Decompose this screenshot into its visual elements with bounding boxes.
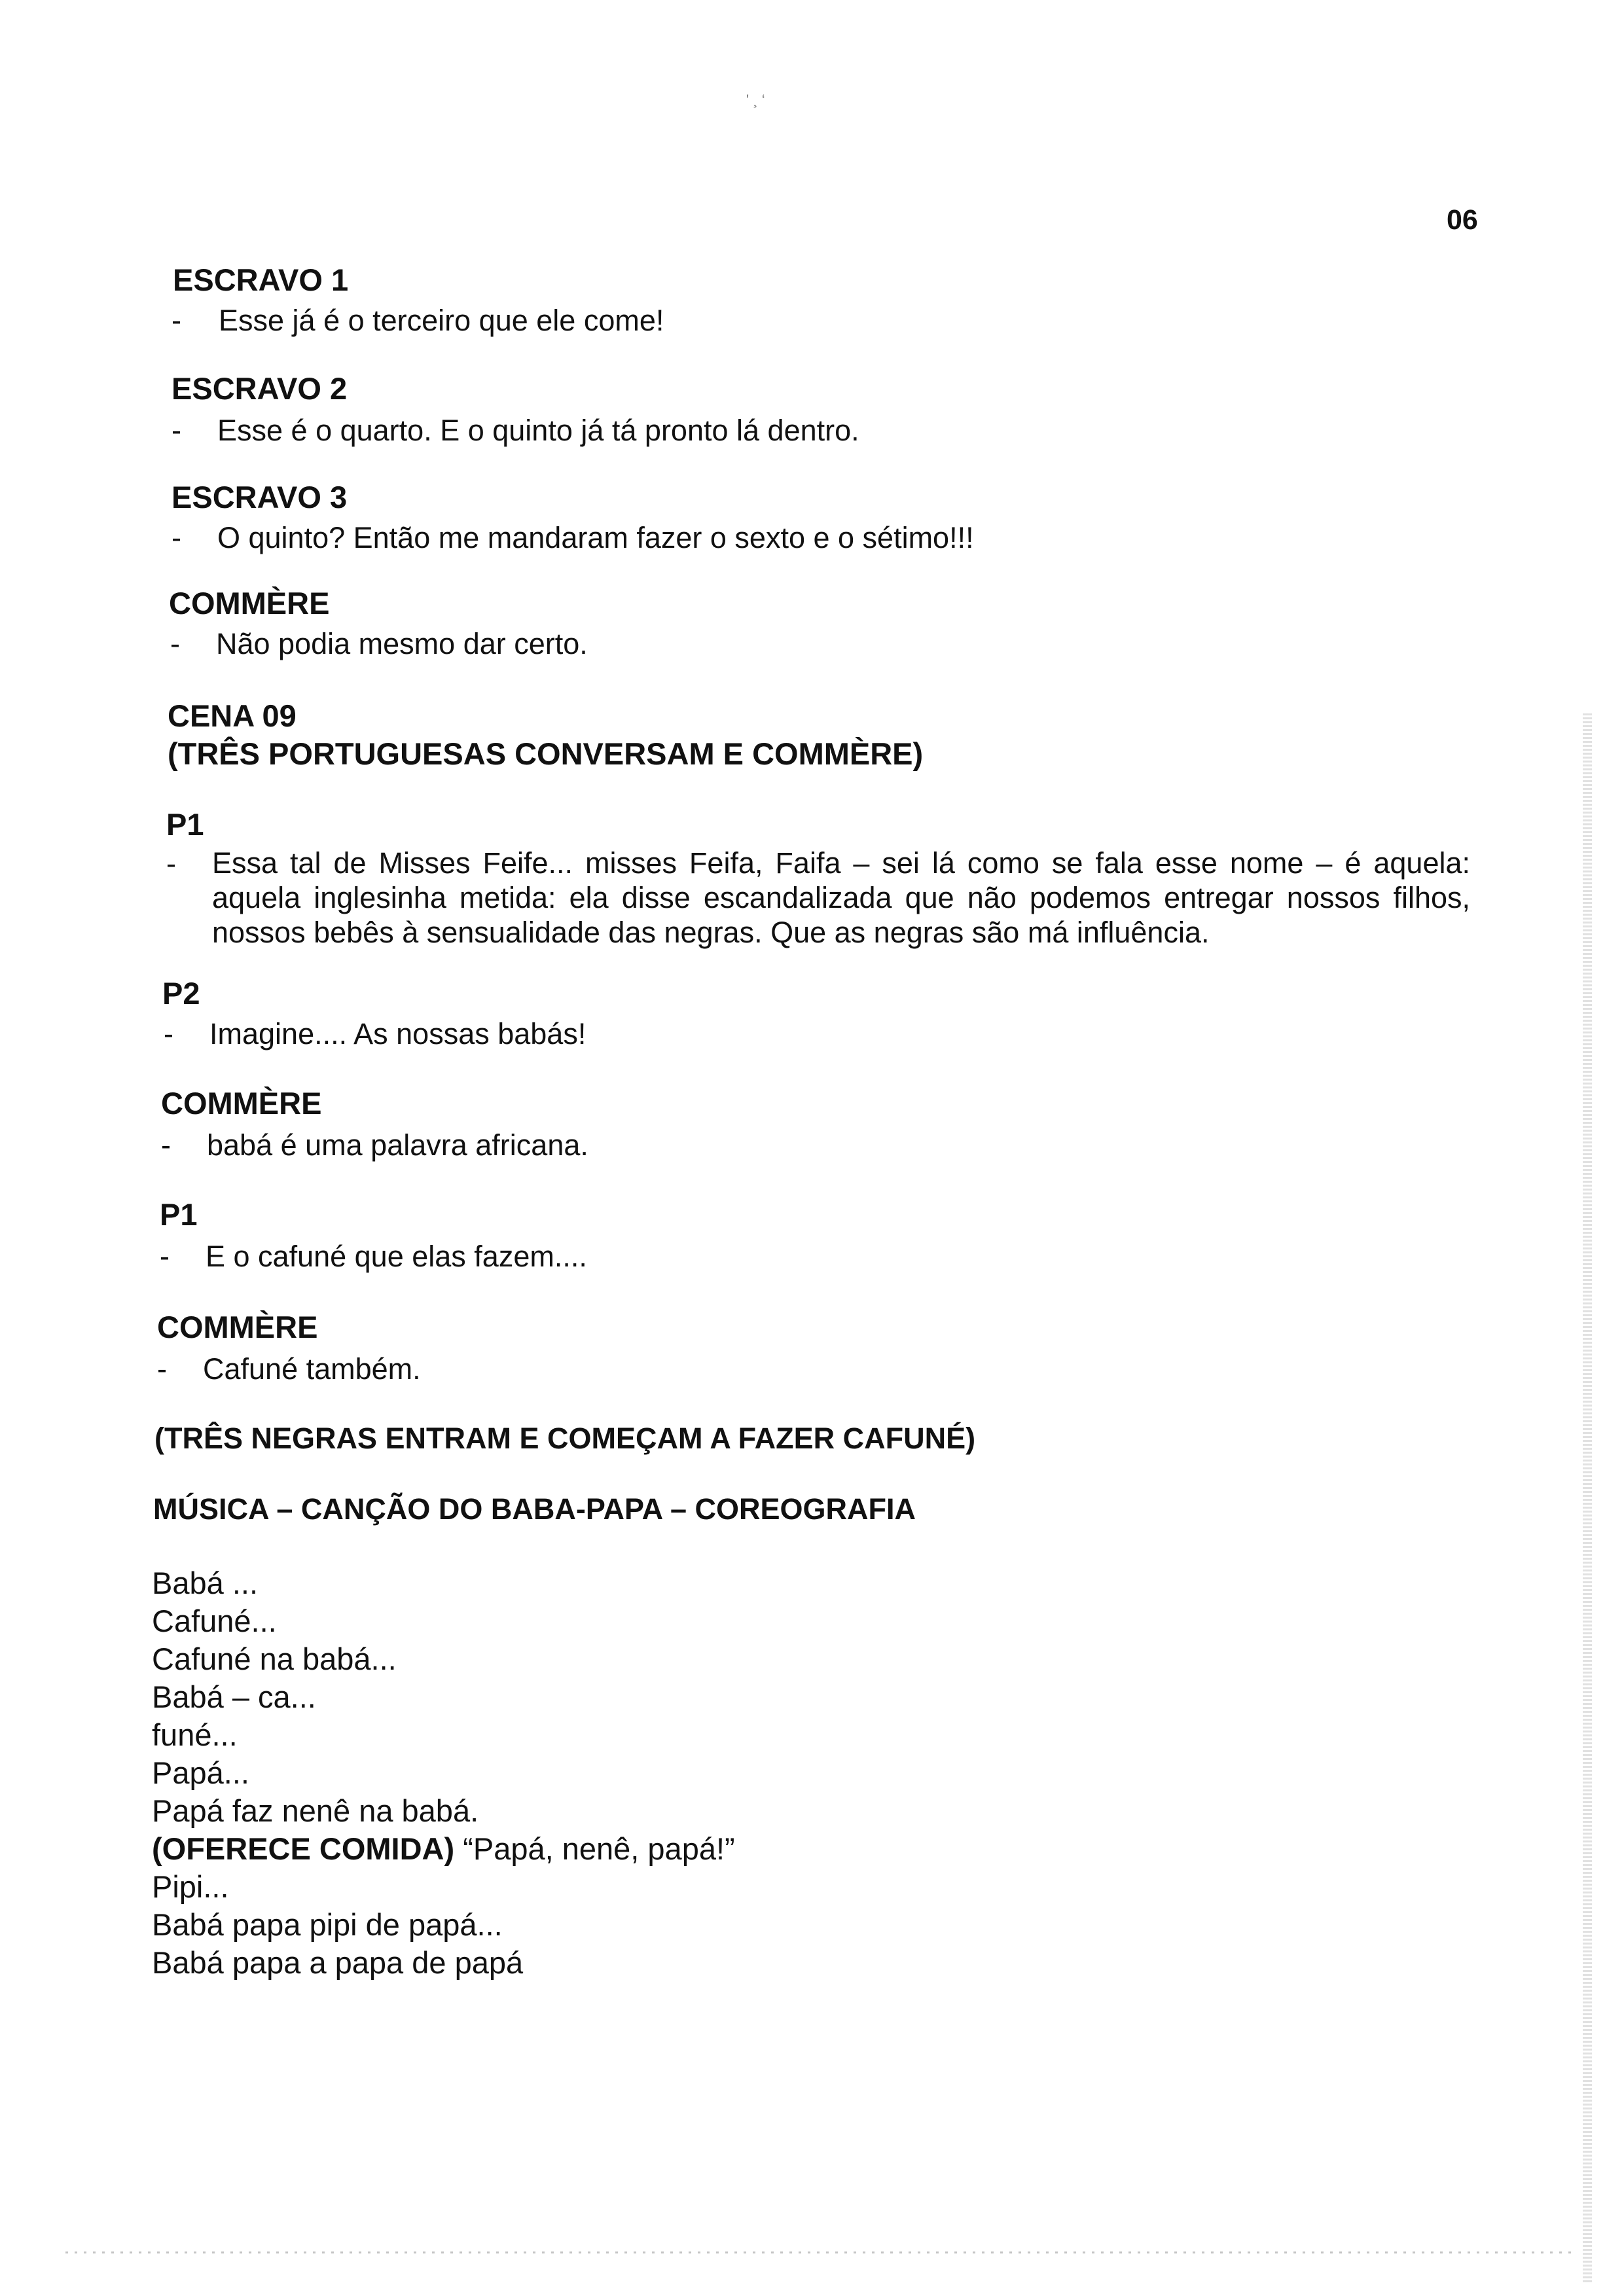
speaker-escravo-1: ESCRAVO 1 bbox=[173, 262, 349, 297]
lyric-line: Cafuné na babá... bbox=[152, 1641, 397, 1676]
speaker-p1: P1 bbox=[166, 807, 204, 842]
scene-subtitle: (TRÊS PORTUGUESAS CONVERSAM E COMMÈRE) bbox=[168, 736, 924, 771]
scan-dotted-line bbox=[65, 2251, 1571, 2253]
song-lyrics bbox=[152, 1564, 735, 1982]
dialogue-dash: - bbox=[171, 521, 181, 554]
lyric-action-text: “Papá, nenê, papá!” bbox=[454, 1831, 735, 1866]
speaker-commere: COMMÈRE bbox=[157, 1310, 318, 1344]
dialogue-line-commere: babá é uma palavra africana. bbox=[207, 1128, 588, 1162]
lyric-line: Pipi... bbox=[152, 1869, 229, 1904]
page-number: 06 bbox=[1447, 204, 1478, 236]
lyric-line: Babá ... bbox=[152, 1566, 258, 1600]
dialogue-line-p1: E o cafuné que elas fazem.... bbox=[206, 1240, 587, 1273]
dialogue-dash: - bbox=[157, 1352, 167, 1386]
scan-edge-shadow bbox=[1583, 713, 1592, 2284]
dialogue-dash: - bbox=[171, 304, 181, 337]
lyric-line: Babá papa pipi de papá... bbox=[152, 1907, 503, 1942]
speaker-commere: COMMÈRE bbox=[169, 586, 330, 620]
scene-title: CENA 09 bbox=[168, 698, 297, 733]
speaker-escravo-3: ESCRAVO 3 bbox=[171, 480, 348, 514]
lyric-line: Papá... bbox=[152, 1755, 249, 1790]
lyric-line: Papá faz nenê na babá. bbox=[152, 1793, 479, 1828]
speaker-commere: COMMÈRE bbox=[161, 1086, 322, 1121]
dialogue-line-escravo-3: O quinto? Então me mandaram fazer o sexto e o sétimo!!! bbox=[217, 521, 974, 554]
lyric-line: Babá – ca... bbox=[152, 1679, 316, 1714]
dialogue-dash: - bbox=[161, 1128, 171, 1162]
lyric-action-line bbox=[152, 1830, 735, 1868]
lyric-line: Cafuné... bbox=[152, 1604, 277, 1638]
dialogue-line-escravo-1: Esse já é o terceiro que ele come! bbox=[219, 304, 664, 337]
scan-marks: ' ¸ ‘ bbox=[746, 92, 765, 108]
lyric-action-direction: (OFERECE COMIDA) bbox=[152, 1831, 455, 1866]
stage-direction: (TRÊS NEGRAS ENTRAM E COMEÇAM A FAZER CAFUNÉ) bbox=[154, 1422, 976, 1455]
dialogue-dash: - bbox=[171, 414, 181, 447]
dialogue-line-commere: Cafuné também. bbox=[203, 1352, 421, 1386]
speaker-p2: P2 bbox=[162, 976, 200, 1011]
music-heading: MÚSICA – CANÇÃO DO BABA-PAPA – COREOGRAFIA bbox=[153, 1492, 916, 1526]
dialogue-paragraph-p1: Essa tal de Misses Feife... misses Feifa, Faifa – sei lá como se fala esse nome – é aquela: aquela inglesinha metida: ela disse escandalizada que não podemos entregar nossos filhos, nossos bebês à sensualidade das negras. Que as negras são má influência. bbox=[212, 846, 1470, 949]
dialogue-line-escravo-2: Esse é o quarto. E o quinto já tá pronto lá dentro. bbox=[217, 414, 859, 447]
dialogue-dash: - bbox=[170, 627, 180, 660]
dialogue-dash: - bbox=[166, 847, 176, 880]
lyric-line: funé... bbox=[152, 1717, 238, 1752]
dialogue-line-commere: Não podia mesmo dar certo. bbox=[216, 627, 588, 660]
dialogue-dash: - bbox=[164, 1017, 173, 1050]
speaker-escravo-2: ESCRAVO 2 bbox=[171, 371, 348, 406]
speaker-p1: P1 bbox=[160, 1197, 198, 1232]
dialogue-line-p2: Imagine.... As nossas babás! bbox=[209, 1017, 586, 1050]
dialogue-dash: - bbox=[160, 1240, 170, 1273]
lyric-line: Babá papa a papa de papá bbox=[152, 1945, 524, 1980]
